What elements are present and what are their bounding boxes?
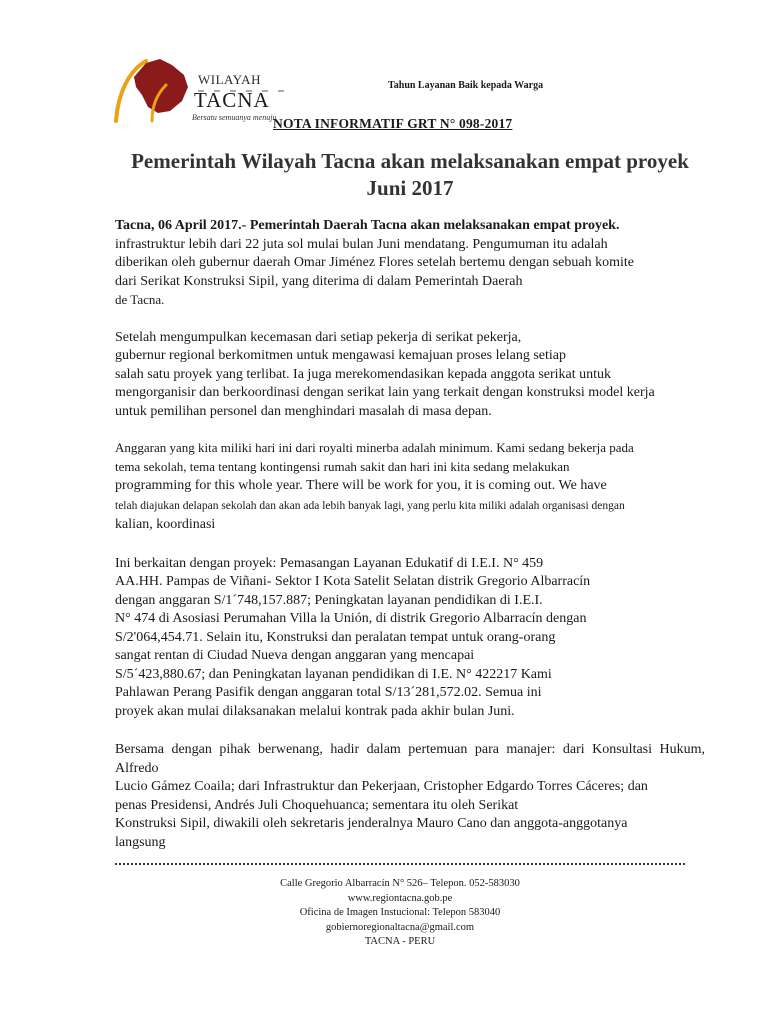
text-line: Anggaran yang kita miliki hari ini dari royalti minerba adalah minimum. Kami sedang bekerja pada xyxy=(115,440,634,455)
text-line: programming for this whole year. There will be work for you, it is coming out. We have xyxy=(115,478,607,493)
logo-tagline: Bersatu semuanya menuju xyxy=(192,113,277,122)
year-motto: Tahun Layanan Baik kepada Warga xyxy=(388,80,544,91)
text-line: tema sekolah, tema tentang kontingensi rumah sakit dan hari ini kita sedang melakukan xyxy=(115,458,570,474)
text-line: Ini berkaitan dengan proyek: Pemasangan Layanan Edukatif di I.E.I. N° 459 xyxy=(115,555,544,571)
lead-sentence: Tacna, 06 April 2017.- Pemerintah Daerah Tacna akan melaksanakan empat proyek. xyxy=(115,218,620,233)
paragraph-attendees xyxy=(115,741,705,852)
tacna-logo xyxy=(112,55,292,125)
nota-number: NOTA INFORMATIF GRT N° 098-2017 xyxy=(273,116,513,131)
footer-website[interactable]: www.regiontacna.gob.pe xyxy=(347,892,453,904)
footer-city: TACNA - PERU xyxy=(364,936,436,947)
headline xyxy=(110,148,710,202)
footer-divider xyxy=(115,863,685,865)
paragraph-governor xyxy=(115,329,705,422)
text-line: sangat rentan di Ciudad Nueva dengan anggaran yang mencapai xyxy=(115,648,475,663)
text-line: penas Presidensi, Andrés Juli Choquehuanca; sementara itu oleh Serikat xyxy=(115,797,519,813)
text-line: langsung xyxy=(115,834,166,850)
text-line: S/5´423,880.67; dan Peningkatan layanan pendidikan di I.E. N° 422217 Kami xyxy=(115,666,552,682)
text-line: salah satu proyek yang terlibat. Ia juga merekomendasikan kepada anggota serikat untuk xyxy=(115,366,612,382)
text-line: Lucio Gámez Coaila; dari Infrastruktur dan Pekerjaan, Cristopher Edgardo Torres Cáceres; dan xyxy=(115,779,648,794)
text-line: Setelah mengumpulkan kecemasan dari setiap pekerja di serikat pekerja, xyxy=(115,329,522,345)
footer-email[interactable]: gobiernoregionaltacna@gmail.com xyxy=(325,921,475,933)
text-line: AA.HH. Pampas de Viñani- Sektor I Kota Satelit Selatan distrik Gregorio Albarracín xyxy=(115,574,591,589)
text-line: kalian, koordinasi xyxy=(115,517,216,532)
text-line: Pahlawan Perang Pasifik dengan anggaran total S/13´281,572.02. Semua ini xyxy=(115,685,542,700)
footer-office: Oficina de Imagen Instucional: Telepon 583040 xyxy=(299,907,501,918)
article-body xyxy=(115,217,705,852)
text-line: S/2'064,454.71. Selain itu, Konstruksi dan peralatan tempat untuk orang-orang xyxy=(115,629,556,645)
text-line: infrastruktur lebih dari 22 juta sol mulai bulan Juni mendatang. Pengumuman itu adalah xyxy=(115,236,608,252)
text-line: untuk pemilihan personel dan menghindari masalah di masa depan. xyxy=(115,403,492,419)
paragraph-projects xyxy=(115,555,705,722)
logo-text-wilayah: WILAYAH xyxy=(198,72,261,87)
paragraph-intro xyxy=(115,217,705,311)
paragraph-quote xyxy=(115,439,705,535)
text-line: N° 474 di Asosiasi Perumahan Villa la Unión, di distrik Gregorio Albarracín dengan xyxy=(115,611,587,626)
footer xyxy=(215,877,585,950)
text-line: de Tacna. xyxy=(115,292,165,307)
text-line: dengan anggaran S/1´748,157.887; Peningkatan layanan pendidikan di I.E.I. xyxy=(115,592,543,608)
text-line: gubernur regional berkomitmen untuk mengawasi kemajuan proses lelang setiap xyxy=(115,348,566,363)
text-line: diberikan oleh gubernur daerah Omar Jiménez Flores setelah bertemu dengan sebuah komite xyxy=(115,255,634,270)
text-line: Bersama dengan pihak berwenang, hadir dalam pertemuan para manajer: dari Konsultasi Hukum, Alfredo xyxy=(115,742,705,776)
text-line: telah diajukan delapan sekolah dan akan ada lebih banyak lagi, yang perlu kita miliki adalah organisasi dengan xyxy=(115,499,625,512)
text-line: mengorganisir dan berkoordinasi dengan serikat lain yang terkait dengan konstruksi model kerja xyxy=(115,385,655,400)
logo-text-tacna: TACNA xyxy=(194,88,270,112)
text-line: proyek akan mulai dilaksanakan melalui kontrak pada akhir bulan Juni. xyxy=(115,703,515,719)
text-line: Konstruksi Sipil, diwakili oleh sekretaris jenderalnya Mauro Cano dan anggota-anggotanya xyxy=(115,816,628,831)
headline-line-1: Pemerintah Wilayah Tacna akan melaksanakan empat proyek xyxy=(131,149,689,173)
footer-address: Calle Gregorio Albarracín N° 526– Telepon. 052-583030 xyxy=(280,878,520,889)
headline-line-2: Juni 2017 xyxy=(366,176,454,200)
text-line: dari Serikat Konstruksi Sipil, yang diterima di dalam Pemerintah Daerah xyxy=(115,273,523,289)
